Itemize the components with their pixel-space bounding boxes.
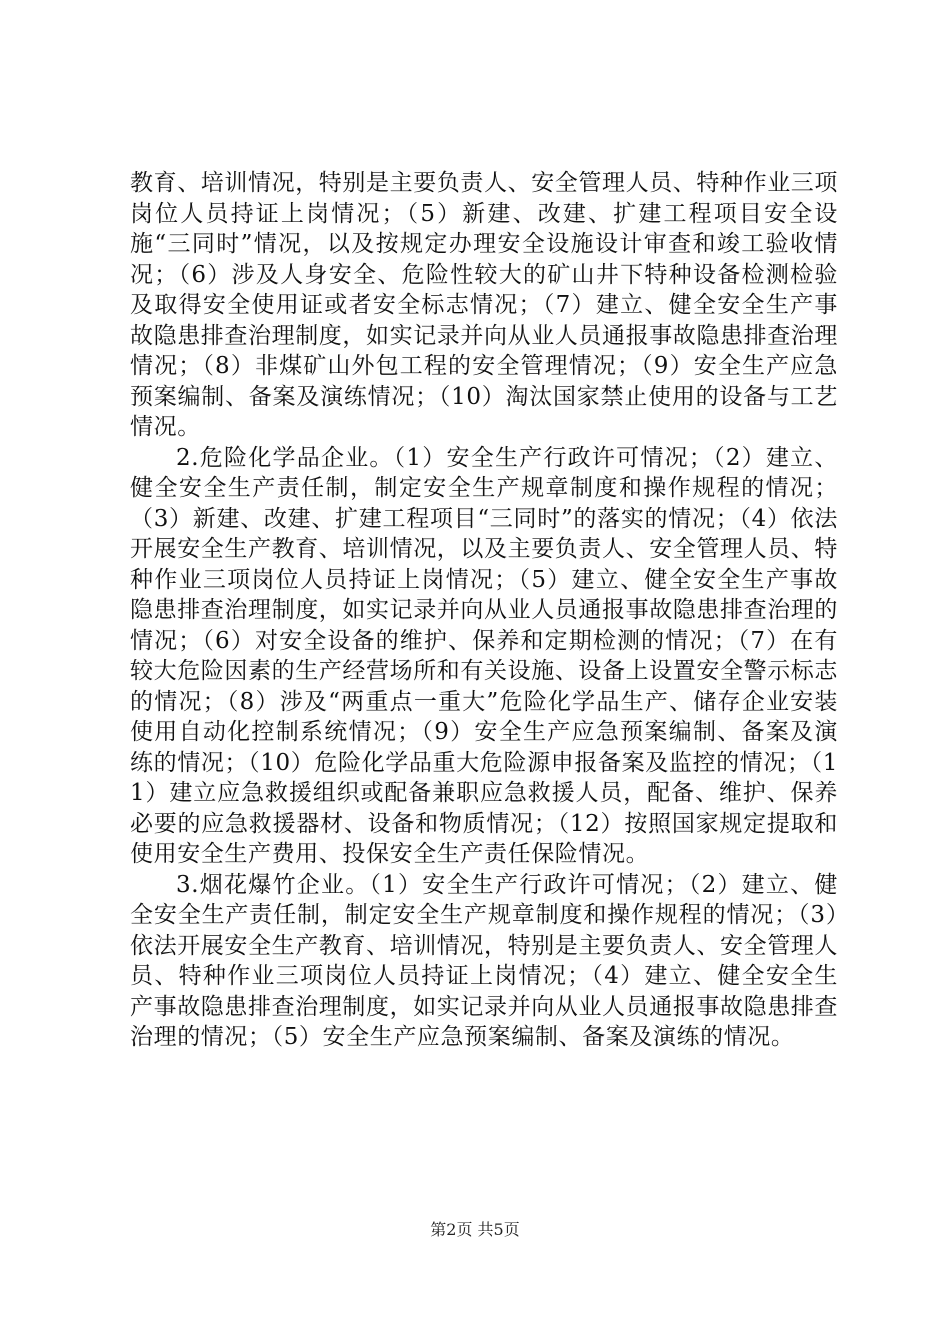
paragraph-continuation: 教育、培训情况，特别是主要负责人、安全管理人员、特种作业三项岗位人员持证上岗情况；（5）新建、改建、扩建工程项目安全设施“三同时”情况，以及按规定办理安全设施设计审查和竣工验收情况；（6）涉及人身安全、危险性较大的矿山井下特种设备检测检验及取得安全使用证或者安全标志情况；（7）建立、健全安全生产事故隐患排查治理制度，如实记录并向从业人员通报事故隐患排查治理情况；（8）非煤矿山外包工程的安全管理情况；（9）安全生产应急预案编制、备案及演练情况；（10）淘汰国家禁止使用的设备与工艺情况。 [130, 170, 838, 440]
document-body [130, 168, 838, 1053]
paragraph-fireworks: 3.烟花爆竹企业。（1）安全生产行政许可情况；（2）建立、健全安全生产责任制，制定安全生产规章制度和操作规程的情况；（3）依法开展安全生产教育、培训情况，特别是主要负责人、安全管理人员、特种作业三项岗位人员持证上岗情况；（4）建立、健全安全生产事故隐患排查治理制度，如实记录并向从业人员通报事故隐患排查治理的情况；（5）安全生产应急预案编制、备案及演练的情况。 [130, 871, 838, 1050]
page-number-footer: 第2页 共5页 [430, 1220, 520, 1239]
paragraph-hazardous-chemicals: 2.危险化学品企业。（1）安全生产行政许可情况；（2）建立、健全安全生产责任制，制定安全生产规章制度和操作规程的情况；（3）新建、改建、扩建工程项目“三同时”的落实的情况；（4）依法开展安全生产教育、培训情况，以及主要负责人、安全管理人员、特种作业三项岗位人员持证上岗情况；（5）建立、健全安全生产事故隐患排查治理制度，如实记录并向从业人员通报事故隐患排查治理的情况；（6）对安全设备的维护、保养和定期检测的情况；（7）在有较大危险因素的生产经营场所和有关设施、设备上设置安全警示标志的情况；（8）涉及“两重点一重大”危险化学品生产、储存企业安装使用自动化控制系统情况；（9）安全生产应急预案编制、备案及演练的情况；（10）危险化学品重大危险源申报备案及监控的情况；（11）建立应急救援组织或配备兼职应急救援人员，配备、维护、保养必要的应急救援器材、设备和物质情况；（12）按照国家规定提取和使用安全生产费用、投保安全生产责任保险情况。 [130, 444, 838, 867]
